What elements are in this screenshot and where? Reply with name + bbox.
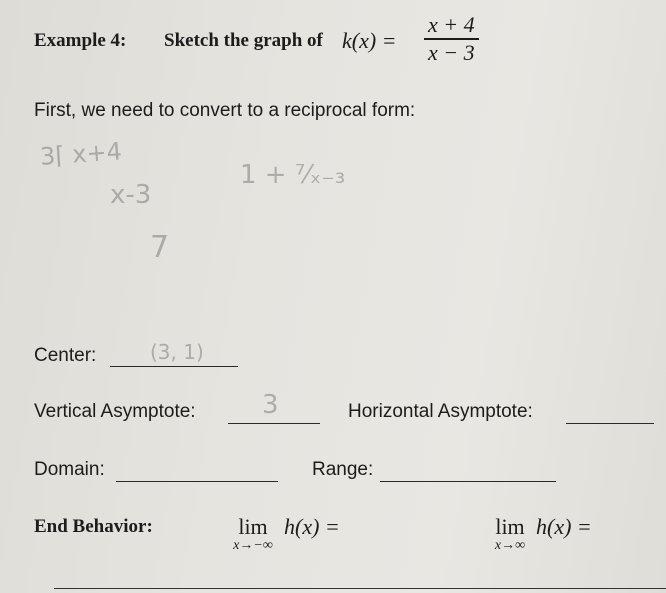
range-label: Range: (312, 459, 374, 480)
vertical-asymptote-label: Vertical Asymptote: (34, 401, 196, 422)
lim-word-left: lim (238, 514, 268, 539)
center-blank[interactable] (110, 366, 238, 367)
handwriting-scribble: (3, 1) (150, 340, 204, 364)
lim-word-right: lim (495, 514, 525, 539)
lim-sub-right: x→∞ (494, 538, 526, 553)
limit-expr-right: h(x) = (536, 514, 592, 539)
handwriting-scribble: 3⌈ x+4 (39, 137, 123, 171)
horizontal-asymptote-blank[interactable] (566, 423, 654, 424)
center-label: Center: (34, 345, 97, 366)
example-instruction: Sketch the graph of (164, 30, 323, 51)
domain-blank[interactable] (116, 481, 278, 482)
horizontal-asymptote-label: Horizontal Asymptote: (348, 401, 533, 422)
domain-label: Domain: (34, 459, 105, 480)
bottom-divider (54, 588, 666, 589)
function-lhs: k(x) = (342, 28, 397, 53)
limit-pos-infinity (488, 516, 532, 554)
handwriting-scribble: 1 + ⁷⁄ₓ₋₃ (240, 160, 346, 190)
fraction-numerator: x + 4 (428, 12, 475, 37)
function-fraction (424, 12, 479, 66)
vertical-asymptote-blank[interactable] (228, 423, 320, 424)
intro-text: First, we need to convert to a reciprocal form: (34, 100, 416, 121)
limit-expr-left: h(x) = (284, 514, 340, 539)
lim-sub-left: x→−∞ (233, 538, 273, 553)
fraction-denominator: x − 3 (424, 38, 479, 66)
limit-neg-infinity (226, 516, 280, 554)
example-label: Example 4: (34, 30, 127, 51)
handwriting-scribble: 7 (150, 230, 170, 265)
end-behavior-label: End Behavior: (34, 516, 153, 537)
range-blank[interactable] (380, 481, 556, 482)
handwriting-scribble: 3 (262, 390, 279, 420)
handwriting-scribble: x-3 (110, 180, 152, 210)
